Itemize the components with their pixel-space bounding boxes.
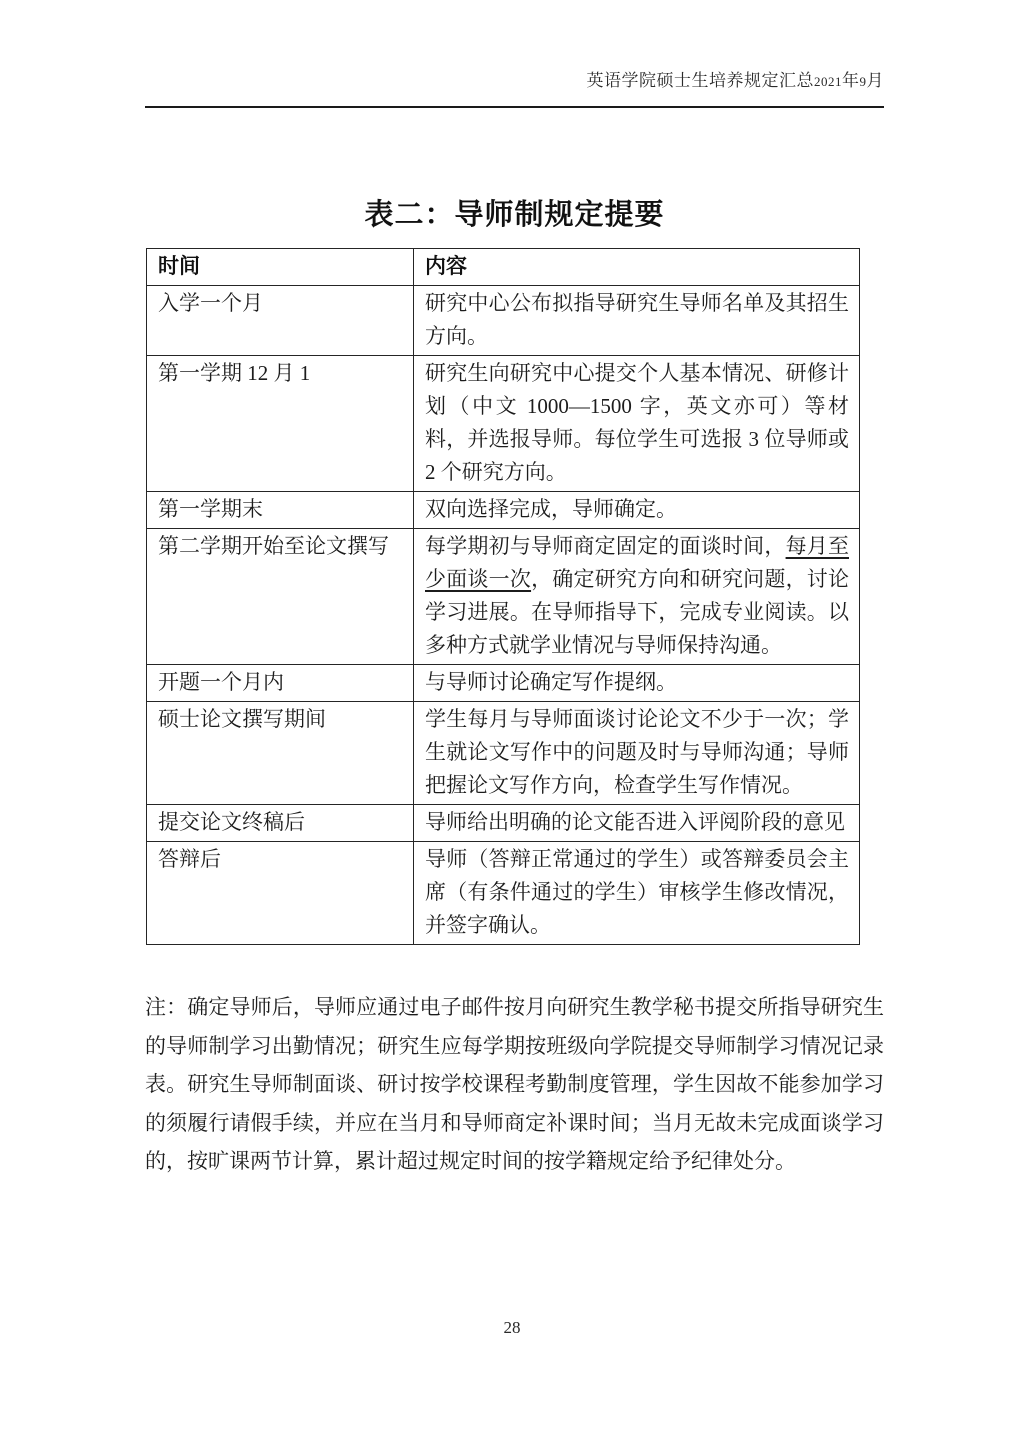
table-row <box>147 356 860 492</box>
content-cell <box>414 492 860 529</box>
header-text: 英语学院硕士生培养规定汇总 <box>586 71 814 90</box>
content-cell <box>414 356 860 492</box>
table-row <box>147 492 860 529</box>
table-row <box>147 842 860 945</box>
content-text: 导师（答辩正常通过的学生）或答辩委员会主席（有条件通过的学生）审核学生修改情况，并签字确认。 <box>425 847 849 937</box>
time-cell: 第一学期 12 月 1 <box>147 356 414 492</box>
content-cell <box>414 529 860 665</box>
time-cell: 入学一个月 <box>147 286 414 356</box>
content-text: 学生每月与导师面谈讨论论文不少于一次；学生就论文写作中的问题及时与导师沟通；导师把握论文写作方向，检查学生写作情况。 <box>425 707 849 797</box>
header-divider <box>145 106 884 108</box>
time-cell: 提交论文终稿后 <box>147 805 414 842</box>
table-header-row <box>147 249 860 286</box>
content-cell <box>414 805 860 842</box>
time-cell: 开题一个月内 <box>147 665 414 702</box>
content-cell <box>414 842 860 945</box>
content-text: 研究生向研究中心提交个人基本情况、研修计划（中文 1000—1500 字，英文亦可）等材料，并选报导师。每位学生可选报 3 位导师或 2 个研究方向。 <box>425 361 849 484</box>
page-number: 28 <box>503 1318 521 1337</box>
time-cell: 硕士论文撰写期间 <box>147 702 414 805</box>
header-year-unit: 年 <box>842 71 860 90</box>
time-cell: 第一学期末 <box>147 492 414 529</box>
content-cell <box>414 665 860 702</box>
content-cell <box>414 286 860 356</box>
page-header <box>145 66 884 91</box>
content-text: 研究中心公布拟指导研究生导师名单及其招生方向。 <box>425 291 849 348</box>
header-month-unit: 月 <box>866 71 884 90</box>
page-title: 表二：导师制规定提要 <box>364 199 665 231</box>
tutor-system-table <box>146 248 860 945</box>
header-year: 2021 <box>814 74 842 89</box>
table-row <box>147 805 860 842</box>
underlined-text: 每月至少面谈一次 <box>425 534 849 591</box>
header-month: 9 <box>859 74 867 89</box>
table-row <box>147 665 860 702</box>
column-header-time: 时间 <box>147 249 414 286</box>
column-header-content: 内容 <box>414 249 860 286</box>
table-row <box>147 286 860 356</box>
content-text: ，确定研究方向和研究问题，讨论学习进展。在导师指导下，完成专业阅读。以多种方式就学业情况与导师保持沟通。 <box>425 567 850 657</box>
content-text: 导师给出明确的论文能否进入评阅阶段的意见 <box>425 810 845 834</box>
time-cell: 答辩后 <box>147 842 414 945</box>
content-text: 双向选择完成，导师确定。 <box>425 497 677 521</box>
table-body <box>147 286 860 945</box>
content-text: 与导师讨论确定写作提纲。 <box>425 670 677 694</box>
content-text: 每学期初与导师商定固定的面谈时间， <box>425 534 786 558</box>
footnote: 注：确定导师后，导师应通过电子邮件按月向研究生教学秘书提交所指导研究生的导师制学习出勤情况；研究生应每学期按班级向学院提交导师制学习情况记录表。研究生导师制面谈、研讨按学校课程考勤制度管理，学生因故不能参加学习的须履行请假手续，并应在当月和导师商定补课时间；当月无故未完成面谈学习的，按旷课两节计算，累计超过规定时间的按学籍规定给予纪律处分。 <box>145 995 884 1173</box>
table-row <box>147 529 860 665</box>
table-row <box>147 702 860 805</box>
content-cell <box>414 702 860 805</box>
time-cell: 第二学期开始至论文撰写 <box>147 529 414 665</box>
